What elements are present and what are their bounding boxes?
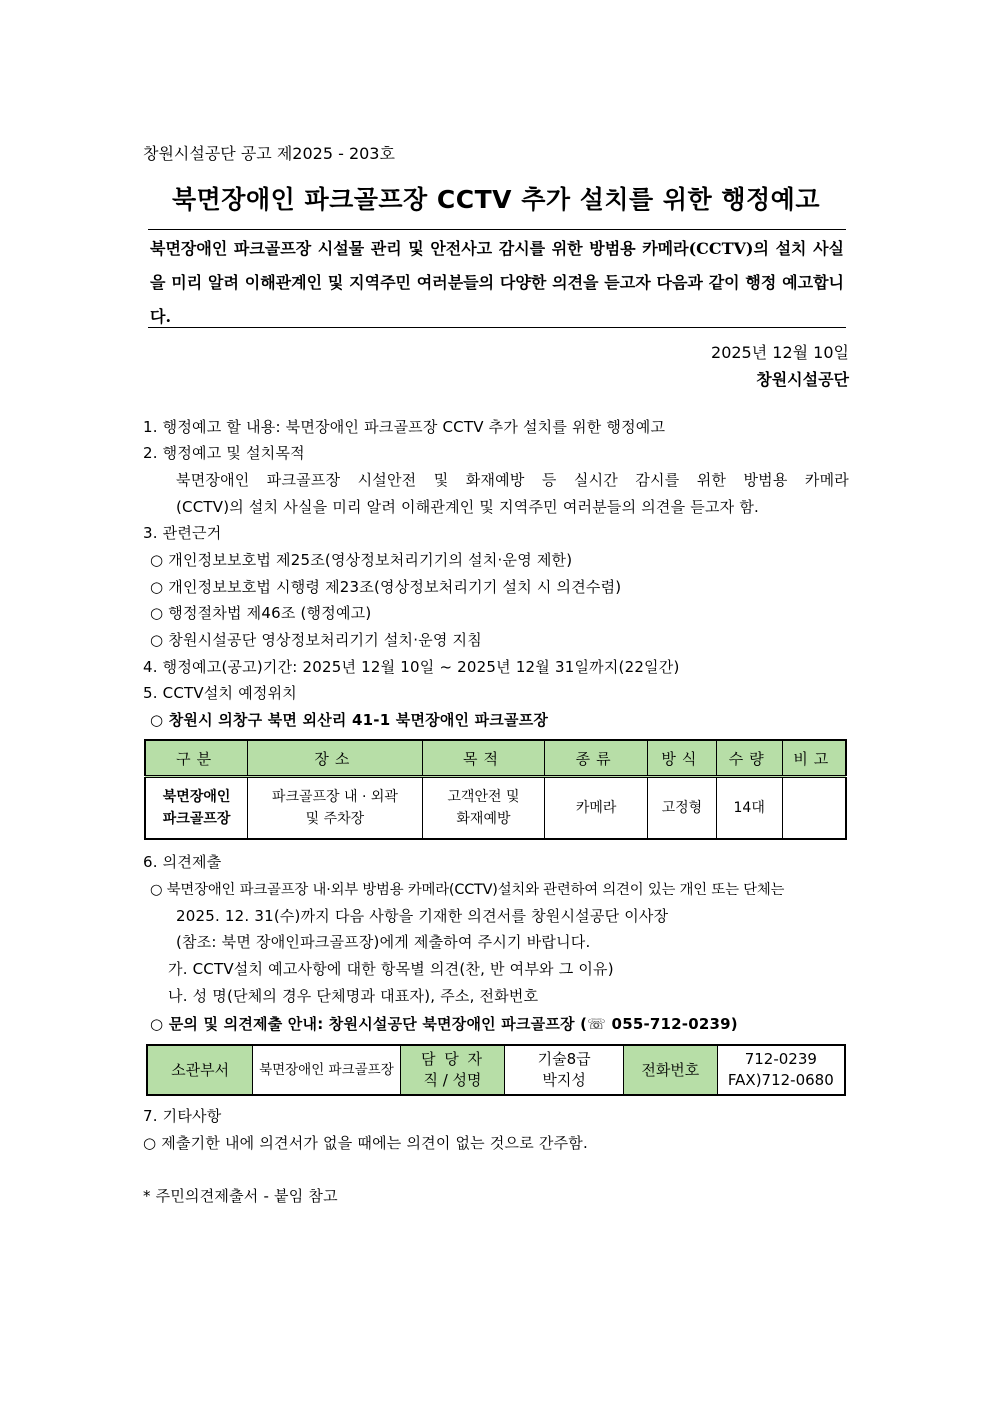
header-cell-quantity: 수량	[716, 740, 782, 777]
issuer-name: 창원시설공단	[756, 370, 849, 389]
phone-value	[717, 1045, 845, 1095]
contact-table	[146, 1044, 846, 1096]
install-table-header-row	[145, 740, 846, 777]
section-2-heading: 2. 행정예고 및 설치목적	[143, 444, 305, 462]
dept-value: 북면장애인 파크골프장	[253, 1045, 401, 1095]
section-1: 1. 행정예고 할 내용: 북면장애인 파크골프장 CCTV 추가 설치를 위한 행정예고	[143, 418, 666, 436]
header-cell-division: 구분	[145, 740, 248, 777]
cell-division-line-1: 북면장애인	[162, 789, 231, 805]
cell-purpose-line-1: 고객안전 및	[447, 789, 520, 805]
person-label-line-2: 직 / 성명	[423, 1071, 482, 1089]
section-6-line-1: ○ 북면장애인 파크골프장 내·외부 방범용 카메라(CCTV)설치와 관련하여 의견이 있는 개인 또는 단체는	[150, 882, 785, 898]
contact-table-row	[147, 1045, 845, 1095]
section-3-item: ○ 행정절차법 제46조 (행정예고)	[150, 604, 372, 622]
section-2-line-1: 북면장애인 파크골프장 시설안전 및 화재예방 등 실시간 감시를 위한 방범용 카메라	[176, 471, 849, 489]
section-7-item: ○ 제출기한 내에 의견서가 없을 때에는 의견이 없는 것으로 간주함.	[143, 1134, 588, 1152]
cell-division	[145, 777, 248, 840]
person-name: 박지성	[542, 1071, 586, 1089]
section-3-item: ○ 개인정보보호법 제25조(영상정보처리기기의 설치·운영 제한)	[150, 551, 573, 569]
section-6-line-2: 2025. 12. 31(수)까지 다음 사항을 기재한 의견서를 창원시설공단 이사장	[176, 907, 669, 925]
section-6-item-b: 나. 성 명(단체의 경우 단체명과 대표자), 주소, 전화번호	[168, 987, 539, 1005]
section-6-line-3: (참조: 북면 장애인파크골프장)에게 제출하여 주시기 바랍니다.	[176, 933, 591, 951]
document-title: 북면장애인 파크골프장 CCTV 추가 설치를 위한 행정예고	[172, 185, 820, 214]
person-label-line-1: 담 당 자	[421, 1050, 485, 1068]
intro-bottom-rule	[148, 327, 846, 328]
cell-type: 카메라	[545, 777, 648, 840]
section-6-heading: 6. 의견제출	[143, 853, 222, 871]
phone-label: 전화번호	[623, 1045, 717, 1095]
section-2-line-2: (CCTV)의 설치 사실을 미리 알려 이해관계인 및 지역주민 여러분들의 의견을 듣고자 함.	[176, 498, 759, 516]
header-cell-note: 비고	[782, 740, 846, 777]
announcement-date: 2025년 12월 10일	[711, 343, 849, 362]
section-4: 4. 행정예고(공고)기간: 2025년 12월 10일 ~ 2025년 12월 31일까지(22일간)	[143, 658, 680, 676]
cell-purpose	[422, 777, 545, 840]
cell-quantity: 14대	[716, 777, 782, 840]
install-table	[144, 739, 847, 840]
phone-number: 712-0239	[744, 1050, 817, 1068]
person-label	[400, 1045, 505, 1095]
section-7-heading: 7. 기타사항	[143, 1107, 222, 1125]
cell-division-line-2: 파크골프장	[162, 811, 231, 827]
cell-place-line-2: 및 주차장	[305, 811, 365, 827]
footnote: * 주민의견제출서 - 붙임 참고	[143, 1187, 338, 1205]
dept-label: 소관부서	[147, 1045, 253, 1095]
fax-number: FAX)712-0680	[727, 1071, 834, 1089]
cell-place	[248, 777, 422, 840]
section-3-item: ○ 개인정보보호법 시행령 제23조(영상정보처리기기 설치 시 의견수렴)	[150, 578, 622, 596]
header-cell-place: 장소	[248, 740, 422, 777]
section-5-heading: 5. CCTV설치 예정위치	[143, 684, 297, 702]
header-cell-purpose: 목적	[422, 740, 545, 777]
cell-note	[782, 777, 846, 840]
notice-number: 창원시설공단 공고 제2025 - 203호	[143, 144, 395, 163]
cell-place-line-1: 파크골프장 내 · 외곽	[271, 789, 398, 805]
header-cell-method: 방식	[647, 740, 716, 777]
intro-top-rule	[148, 229, 846, 230]
intro-paragraph: 북면장애인 파크골프장 시설물 관리 및 안전사고 감시를 위한 방범용 카메라(CCTV)의 설치 사실을 미리 알려 이해관계인 및 지역주민 여러분들의 다양한 의견을 듣고자 다음과 같이 행정 예고합니다.	[150, 239, 844, 326]
section-6-item-a: 가. CCTV설치 예고사항에 대한 항목별 의견(찬, 반 여부와 그 이유)	[168, 960, 614, 978]
header-cell-type: 종류	[545, 740, 648, 777]
section-3-heading: 3. 관련근거	[143, 524, 222, 542]
contact-info: ○ 문의 및 의견제출 안내: 창원시설공단 북면장애인 파크골프장 (☏ 055-712-0239)	[150, 1015, 738, 1033]
cell-purpose-line-2: 화재예방	[456, 811, 511, 827]
install-location: ○ 창원시 의창구 북면 외산리 41-1 북면장애인 파크골프장	[150, 711, 549, 729]
install-table-row	[145, 777, 846, 840]
cell-method: 고정형	[647, 777, 716, 840]
person-rank: 기술8급	[537, 1050, 591, 1068]
person-value	[505, 1045, 624, 1095]
section-3-item: ○ 창원시설공단 영상정보처리기기 설치·운영 지침	[150, 631, 482, 649]
